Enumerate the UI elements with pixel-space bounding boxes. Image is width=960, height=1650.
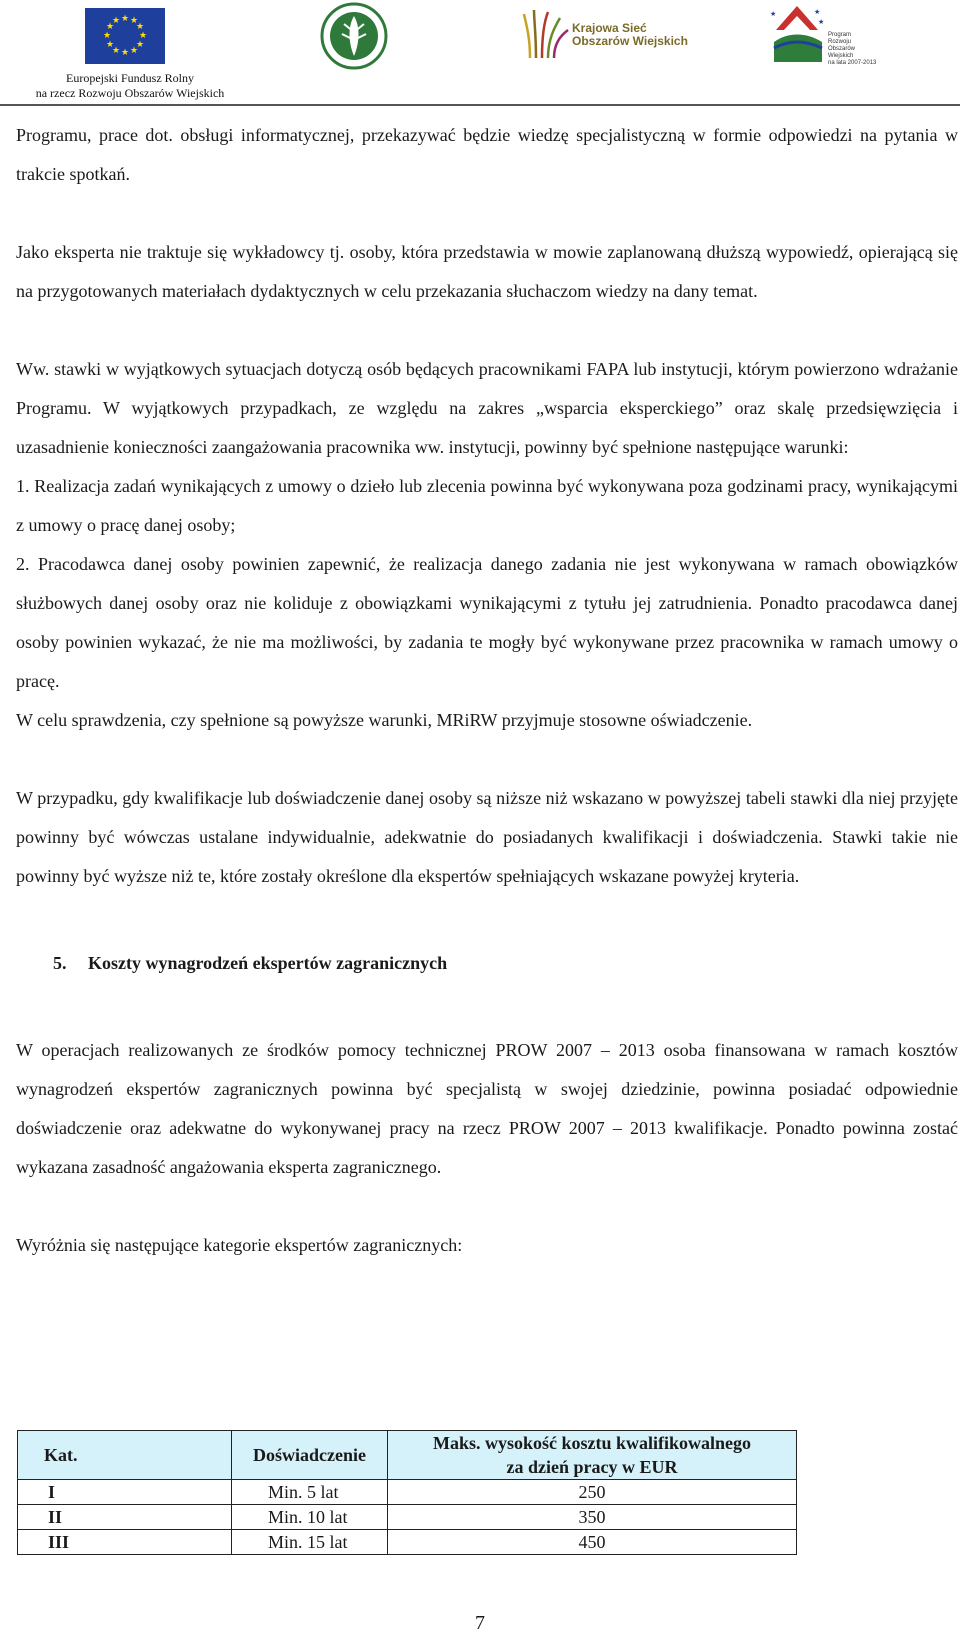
eu-flag-logo — [85, 8, 165, 64]
svg-text:★: ★ — [105, 40, 115, 50]
paragraph-2: Jako eksperta nie traktuje się wykładowcy tj. osoby, która przedstawia w mowie zaplanowaną dłuższą wypowiedź, opierającą się na przygotowanych materiałach dydaktycznych w celu przekazania słuchaczom wiedzy na dany temat. — [16, 242, 958, 301]
prow-line-3: Obszarów — [828, 46, 856, 52]
eu-fund-caption — [30, 71, 230, 101]
svg-text:★: ★ — [105, 22, 115, 32]
header-experience: Doświadczenie — [232, 1431, 388, 1480]
condition-1: 1. Realizacja zadań wynikających z umowy o dzieło lub zlecenia powinna być wykonywana poza godzinami pracy, wynikającymi z umowy o pracę danej osoby; — [16, 476, 958, 535]
prow-logo-text — [828, 32, 876, 67]
table-row — [18, 1480, 797, 1505]
svg-text:★: ★ — [102, 31, 112, 41]
paragraph-1: Programu, prace dot. obsługi informatycznej, przekazywać będzie wiedzę specjalistyczną w formie odpowiedzi na pytania w trakcie spotkań. — [16, 125, 958, 184]
ksow-line-1: Krajowa Sieć — [572, 21, 647, 35]
prow-line-5: na lata 2007-2013 — [828, 60, 877, 66]
prow-line-1: Program — [828, 32, 852, 38]
cell-max-cost: 450 — [388, 1530, 797, 1555]
section-title: Koszty wynagrodzeń ekspertów zagranicznych — [88, 953, 448, 973]
eu-caption-line-2: na rzecz Rozwoju Obszarów Wiejskich — [35, 86, 225, 100]
eu-caption-line-1: Europejski Fundusz Rolny — [66, 71, 194, 85]
paragraph-statement: W celu sprawdzenia, czy spełnione są powyższe warunki, MRiRW przyjmuje stosowne oświadczenie. — [16, 710, 753, 730]
svg-text:★: ★ — [129, 46, 139, 56]
cell-experience: Min. 10 lat — [232, 1505, 388, 1530]
svg-text:★: ★ — [135, 40, 145, 50]
paragraph-qualifications: W przypadku, gdy kwalifikacje lub doświadczenie danej osoby są niższe niż wskazano w powyższej tabeli stawki dla niej przyjęte powinny być wówczas ustalane indywidualnie, adekwatnie do posiadanych kwalifikacji i doświadczenia. Stawki takie nie powinny być wyższe niż te, które zostały określone dla ekspertów spełniających wskazane powyżej kryteria. — [16, 788, 958, 886]
svg-text:★: ★ — [111, 16, 121, 26]
section-heading — [53, 944, 958, 983]
svg-text:★: ★ — [129, 16, 139, 26]
table-row — [18, 1505, 797, 1530]
table-header-row — [18, 1431, 797, 1480]
prow-line-4: Wiejskich — [828, 53, 854, 59]
cell-kat: I — [18, 1480, 232, 1505]
cell-kat: II — [18, 1505, 232, 1530]
ksow-line-2: Obszarów Wiejskich — [572, 34, 688, 48]
svg-text:★: ★ — [111, 46, 121, 56]
svg-text:★: ★ — [818, 18, 825, 26]
page-header — [0, 0, 960, 106]
ministry-agriculture-logo — [320, 2, 388, 70]
cell-kat: III — [18, 1530, 232, 1555]
cell-max-cost: 350 — [388, 1505, 797, 1530]
section-number: 5. — [53, 953, 67, 973]
header-kat: Kat. — [18, 1431, 232, 1480]
condition-2: 2. Pracodawca danej osoby powinien zapewnić, że realizacja danego zadania nie jest wykonywana w ramach obowiązków służbowych danej osoby oraz nie koliduje z obowiązkami wynikającymi z tytułu jej zatrudnienia. Ponadto pracodawca danej osoby powinien wykazać, że nie ma możliwości, by zadania te mogły być wykonywane przez pracownika w ramach umowy o pracę. — [16, 554, 958, 691]
header-max-cost — [388, 1431, 797, 1480]
svg-text:★: ★ — [770, 10, 777, 18]
svg-text:★: ★ — [135, 22, 145, 32]
svg-text:★: ★ — [138, 31, 148, 41]
document-body — [16, 116, 958, 1265]
table-row — [18, 1530, 797, 1555]
cell-experience: Min. 15 lat — [232, 1530, 388, 1555]
expert-categories-table — [17, 1430, 797, 1555]
prow-program-logo — [768, 2, 826, 68]
header-max-cost-line-1: Maks. wysokość kosztu kwalifikowalnego — [432, 1433, 752, 1453]
ksow-logo-text — [572, 22, 688, 48]
paragraph-3: Ww. stawki w wyjątkowych sytuacjach dotyczą osób będących pracownikami FAPA lub instytucji, którym powierzono wdrażanie Programu. W wyjątkowych przypadkach, ze względu na zakres „wsparcia eksperckiego” oraz skalę przedsięwzięcia i uzasadnienie konieczności zaangażowania pracownika ww. instytucji, powinny być spełnione następujące warunki: — [16, 359, 958, 457]
prow-line-2: Rozwoju — [828, 39, 852, 45]
paragraph-foreign-experts: W operacjach realizowanych ze środków pomocy technicznej PROW 2007 – 2013 osoba finansowana w ramach kosztów wynagrodzeń ekspertów zagranicznych powinna być specjalistą w swojej dziedzinie, powinna posiadać odpowiednie doświadczenie oraz adekwatne do wykonywanej pracy na rzecz PROW 2007 – 2013 kwalifikacje. Ponadto powinna zostać wykazana zasadność angażowania eksperta zagranicznego. — [16, 1040, 958, 1177]
svg-text:★: ★ — [814, 8, 821, 16]
svg-text:★: ★ — [120, 14, 130, 24]
page-number: 7 — [475, 1612, 485, 1634]
ksow-network-logo — [520, 6, 572, 62]
cell-experience: Min. 5 lat — [232, 1480, 388, 1505]
header-max-cost-line-2: za dzień pracy w EUR — [506, 1457, 678, 1477]
cell-max-cost: 250 — [388, 1480, 797, 1505]
svg-text:★: ★ — [120, 48, 130, 58]
paragraph-categories-intro: Wyróżnia się następujące kategorie ekspertów zagranicznych: — [16, 1235, 463, 1255]
